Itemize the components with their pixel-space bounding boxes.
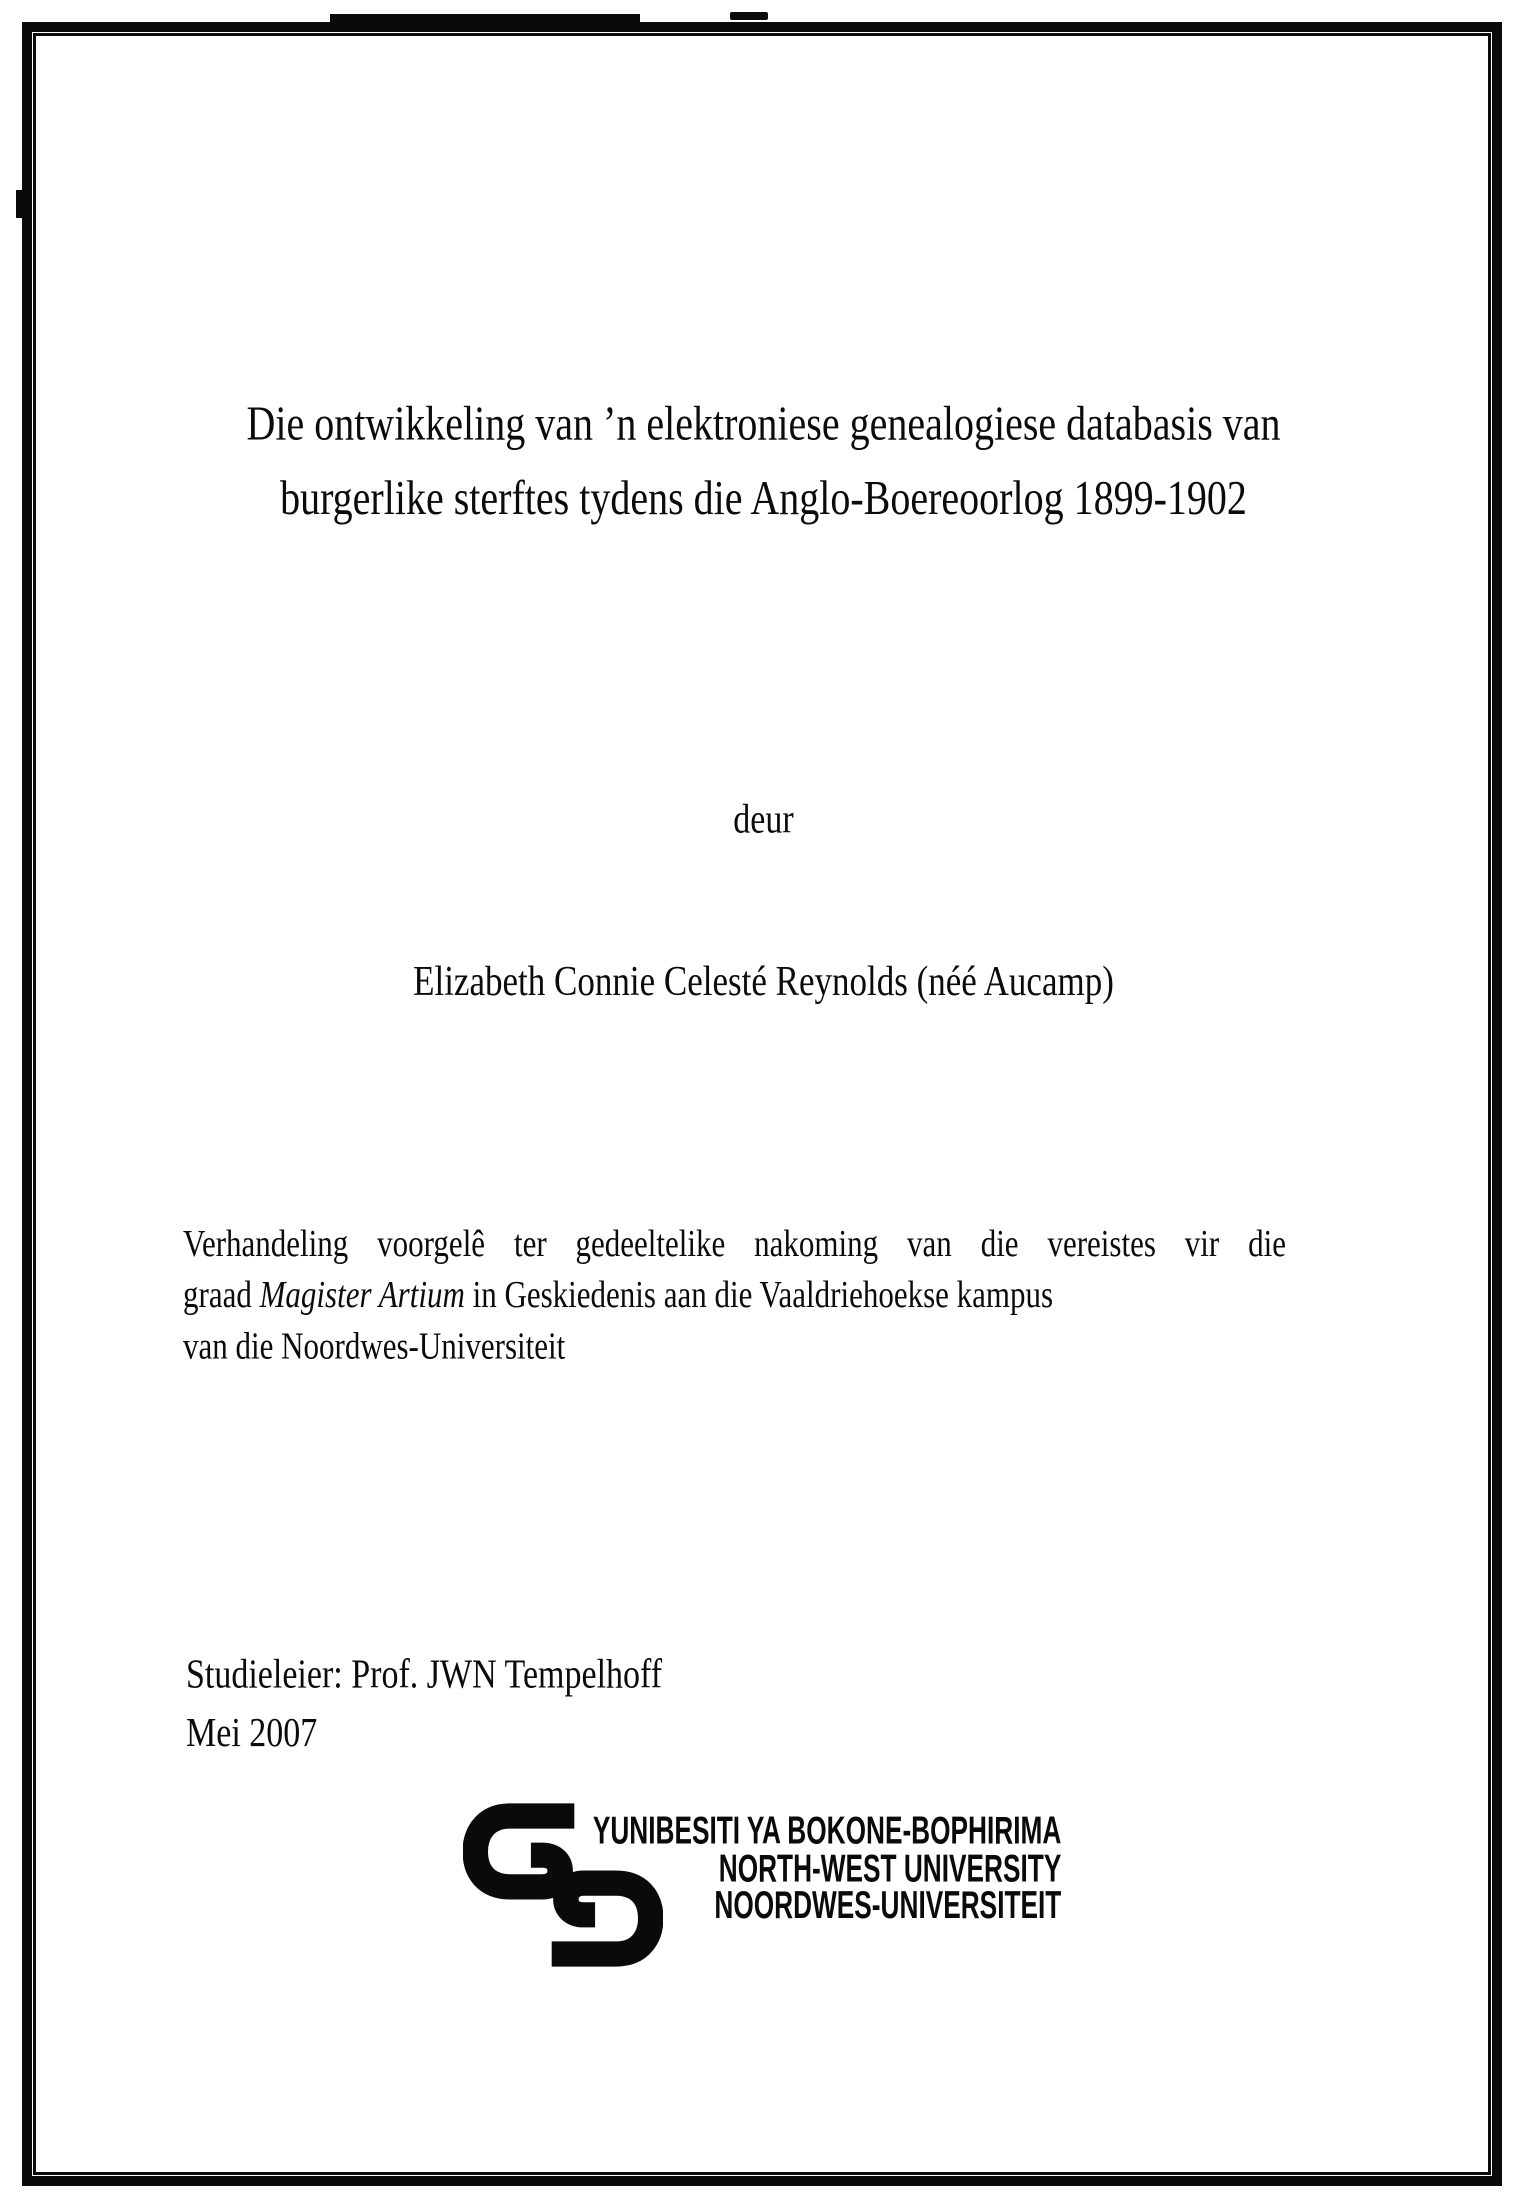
declaration-line-2-suffix: in Geskiedenis aan die Vaaldriehoekse kampus xyxy=(464,1272,1054,1316)
logo-line-english: NORTH-WEST UNIVERSITY xyxy=(718,1845,1061,1890)
declaration-paragraph xyxy=(183,1218,1286,1372)
degree-name-italic: Magister Artium xyxy=(259,1272,465,1316)
thesis-title xyxy=(0,386,1527,535)
declaration-line-3: van die Noordwes-Universiteit xyxy=(183,1324,566,1367)
thesis-title-line-2: burgerlike sterftes tydens die Anglo-Boereoorlog 1899-1902 xyxy=(280,470,1247,526)
scan-artifact xyxy=(330,14,640,23)
declaration-line-2 xyxy=(183,1269,1286,1320)
author-name: Elizabeth Connie Celesté Reynolds (néé Aucamp) xyxy=(413,957,1114,1005)
date-line: Mei 2007 xyxy=(186,1710,318,1756)
logo-line-afrikaans: NOORDWES-UNIVERSITEIT xyxy=(714,1882,1061,1927)
scan-artifact xyxy=(16,190,26,218)
declaration-line-1: Verhandeling voorgelê ter gedeeltelike nakoming van die vereistes vir die xyxy=(183,1221,1286,1265)
supervisor-line: Studieleier: Prof. JWN Tempelhoff xyxy=(186,1652,663,1698)
supervisor-block xyxy=(186,1646,662,1763)
declaration-line-2-prefix: graad xyxy=(183,1272,260,1316)
byline-label: deur xyxy=(733,797,794,843)
university-logo-text xyxy=(592,1808,1061,1927)
logo-line-setswana: YUNIBESITI YA BOKONE-BOPHIRIMA xyxy=(592,1808,1061,1853)
scan-artifact xyxy=(730,12,768,20)
thesis-title-line-1: Die ontwikkeling van ’n elektroniese genealogiese databasis van xyxy=(246,395,1281,451)
